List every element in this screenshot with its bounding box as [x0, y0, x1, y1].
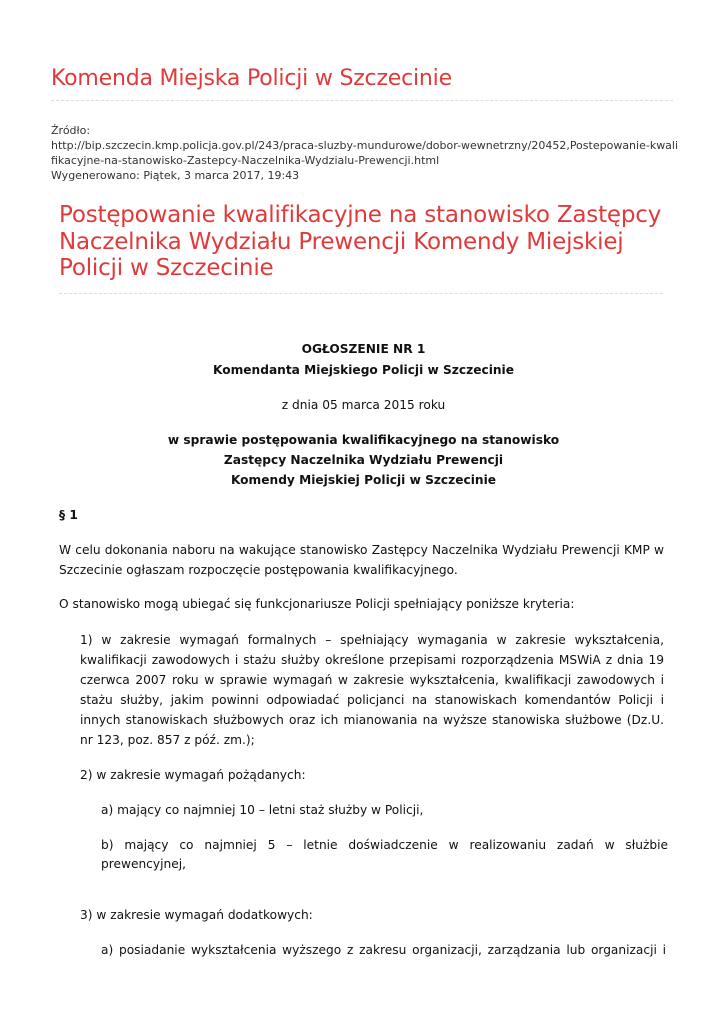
header-divider: [51, 100, 673, 101]
criteria-item-formal: 1) w zakresie wymagań formalnych – spełniający wymagania w zakresie wykształcenia, kwalifikacji zawodowych i stażu służby określone przepisami rozporządzenia MSWiA z dnia 19 czerwca 2007 roku w sprawie wymagań w zakresie wykształcenia, kwalifikacji zawodowych i stażu służby, jakim powinni odpowiadać policjanci na stanowiskach komendantów Policji i innych stanowiskach służbowych oraz ich mianowania na wyższe stanowiska służbowe (Dz.U. nr 123, poz. 857 z póź. zm.);: [80, 633, 664, 747]
source-meta: [51, 123, 681, 183]
criteria-subitem-a: a) mający co najmniej 10 – letni staż służby w Policji,: [101, 803, 424, 817]
criteria-subitem-b: b) mający co najmniej 5 – letnie doświadczenie w realizowaniu zadań w służbie prewencyjnej,: [101, 838, 668, 871]
generated-timestamp: Wygenerowano: Piątek, 3 marca 2017, 19:43: [51, 169, 300, 182]
title-divider: [59, 293, 663, 294]
criteria-subitem-additional-a: a) posiadanie wykształcenia wyższego z zakresu organizacji, zarządzania lub organizacji i: [101, 943, 666, 957]
announcement-heading: OGŁOSZENIE NR 1: [301, 342, 426, 356]
site-title: Komenda Miejska Policji w Szczecinie: [51, 66, 452, 91]
source-url[interactable]: http://bip.szczecin.kmp.policja.gov.pl/243/praca-sluzby-mundurowe/dobor-wewnetrzny/20452,Postepowanie-kwalifikacyjne-na-stanowisko-Zastepcy-Naczelnika-Wydzialu-Prewencji.html: [51, 139, 679, 167]
subject-line-3: Komendy Miejskiej Policji w Szczecinie: [230, 473, 497, 487]
section-marker: § 1: [59, 508, 78, 522]
source-label: Źródło:: [51, 124, 91, 137]
subject-line-1: w sprawie postępowania kwalifikacyjnego na stanowisko: [167, 433, 560, 447]
announcement-date: z dnia 05 marca 2015 roku: [281, 398, 446, 412]
criteria-item-desired: 2) w zakresie wymagań pożądanych:: [80, 768, 306, 782]
subject-line-2: Zastępcy Naczelnika Wydziału Prewencji: [223, 453, 504, 467]
announcement-issuer: Komendanta Miejskiego Policji w Szczecinie: [212, 363, 514, 377]
criteria-item-additional: 3) w zakresie wymagań dodatkowych:: [80, 908, 313, 922]
document-title: Postępowanie kwalifikacyjne na stanowisko Zastępcy Naczelnika Wydziału Prewencji Komendy Miejskiej Policji w Szczecinie: [59, 202, 662, 281]
paragraph-criteria: O stanowisko mogą ubiegać się funkcjonariusze Policji spełniający poniższe kryteria:: [59, 597, 575, 611]
paragraph-intro: W celu dokonania naboru na wakujące stanowisko Zastępcy Naczelnika Wydziału Prewencji KMP w Szczecinie ogłaszam rozpoczęcie postępowania kwalifikacyjnego.: [59, 543, 664, 577]
